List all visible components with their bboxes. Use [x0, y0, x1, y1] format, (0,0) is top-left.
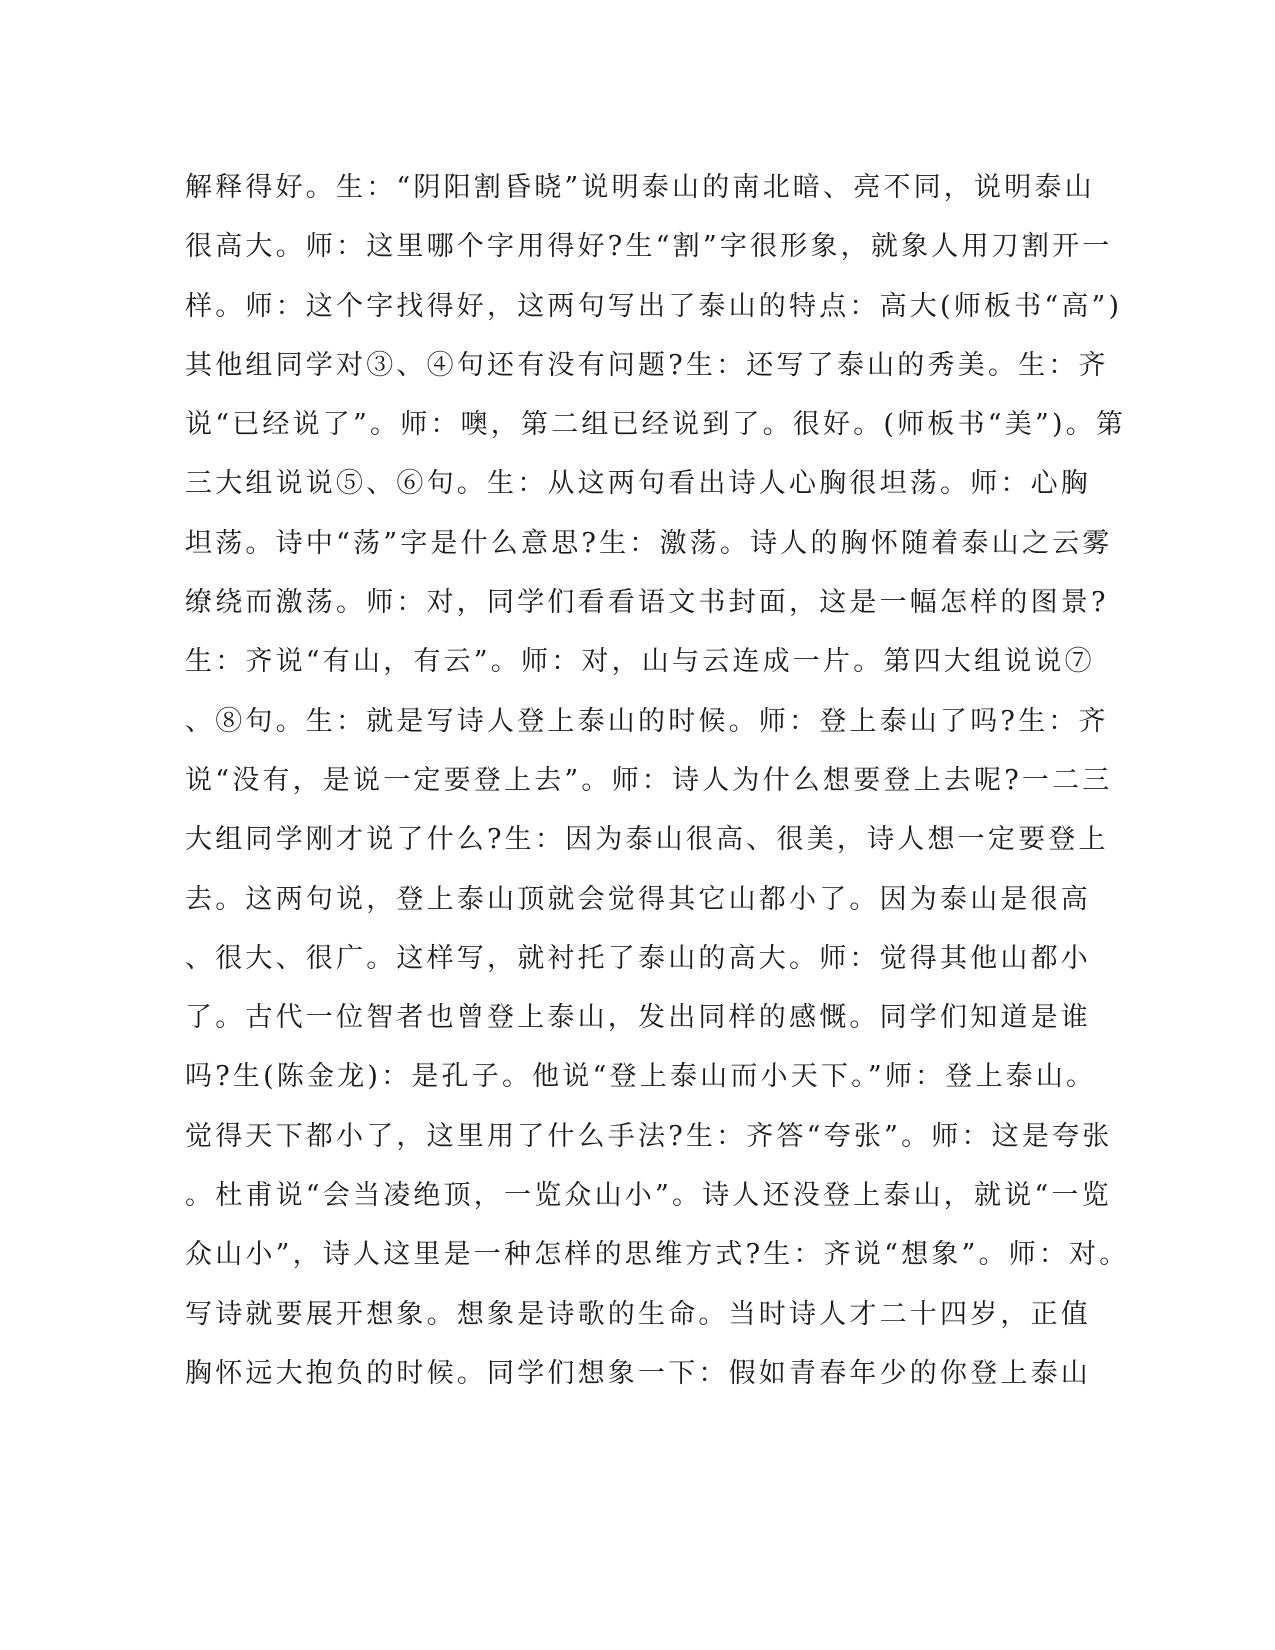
- text-line: 解释得好。生：“阴阳割昏晓”说明泰山的南北暗、亮不同，说明泰山: [185, 172, 1095, 203]
- text-line: 去。这两句说，登上泰山顶就会觉得其它山都小了。因为泰山是很高: [185, 883, 1091, 915]
- text-line: 众山小”，诗人这里是一种怎样的思维方式?生：齐说“想象”。师：对。: [185, 1239, 1130, 1271]
- text-line: 缭绕而激荡。师：对，同学们看看语文书封面，这是一幅怎样的图景?: [185, 587, 1109, 619]
- text-line: 觉得天下都小了，这里用了什么手法?生：齐答“夸张”。师：这是夸张: [185, 1120, 1113, 1152]
- text-line: 很高大。师：这里哪个字用得好?生“割”字很形象，就象人用刀割开一: [185, 231, 1113, 263]
- text-line: 、⑧句。生：就是写诗人登上泰山的时候。师：登上泰山了吗?生：齐: [185, 705, 1109, 737]
- text-line: 写诗就要展开想象。想象是诗歌的生命。当时诗人才二十四岁，正值: [185, 1298, 1091, 1330]
- text-line: 生：齐说“有山，有云”。师：对，山与云连成一片。第四大组说说⑦: [185, 646, 1095, 678]
- text-line: 三大组说说⑤、⑥句。生：从这两句看出诗人心胸很坦荡。师：心胸: [185, 468, 1091, 500]
- text-line: 、很大、很广。这样写，就衬托了泰山的高大。师：觉得其他山都小: [185, 942, 1091, 974]
- text-line: 坦荡。诗中“荡”字是什么意思?生：激荡。诗人的胸怀随着泰山之云雾: [185, 527, 1113, 559]
- text-line: 。杜甫说“会当凌绝顶，一览众山小”。诗人还没登上泰山，就说“一览: [185, 1180, 1112, 1212]
- text-line: 胸怀远大抱负的时候。同学们想象一下：假如青春年少的你登上泰山: [185, 1357, 1091, 1389]
- body-text: [185, 158, 1130, 1403]
- text-line: 说“没有，是说一定要登上去”。师：诗人为什么想要登上去呢?一二三: [185, 764, 1113, 796]
- text-line: 样。师：这个字找得好，这两句写出了泰山的特点：高大(师板书“高”): [185, 290, 1123, 322]
- text-line: 说“已经说了”。师：噢，第二组已经说到了。很好。(师板书“美”)。第: [185, 409, 1127, 441]
- text-line: 大组同学刚才说了什么?生：因为泰山很高、很美，诗人想一定要登上: [185, 824, 1109, 856]
- text-line: 其他组同学对③、④句还有没有问题?生：还写了泰山的秀美。生：齐: [185, 349, 1109, 381]
- text-line: 了。古代一位智者也曾登上泰山，发出同样的感慨。同学们知道是谁: [185, 1002, 1091, 1034]
- text-line: 吗?生(陈金龙)：是孔子。他说“登上泰山而小天下。”师：登上泰山。: [185, 1061, 1097, 1093]
